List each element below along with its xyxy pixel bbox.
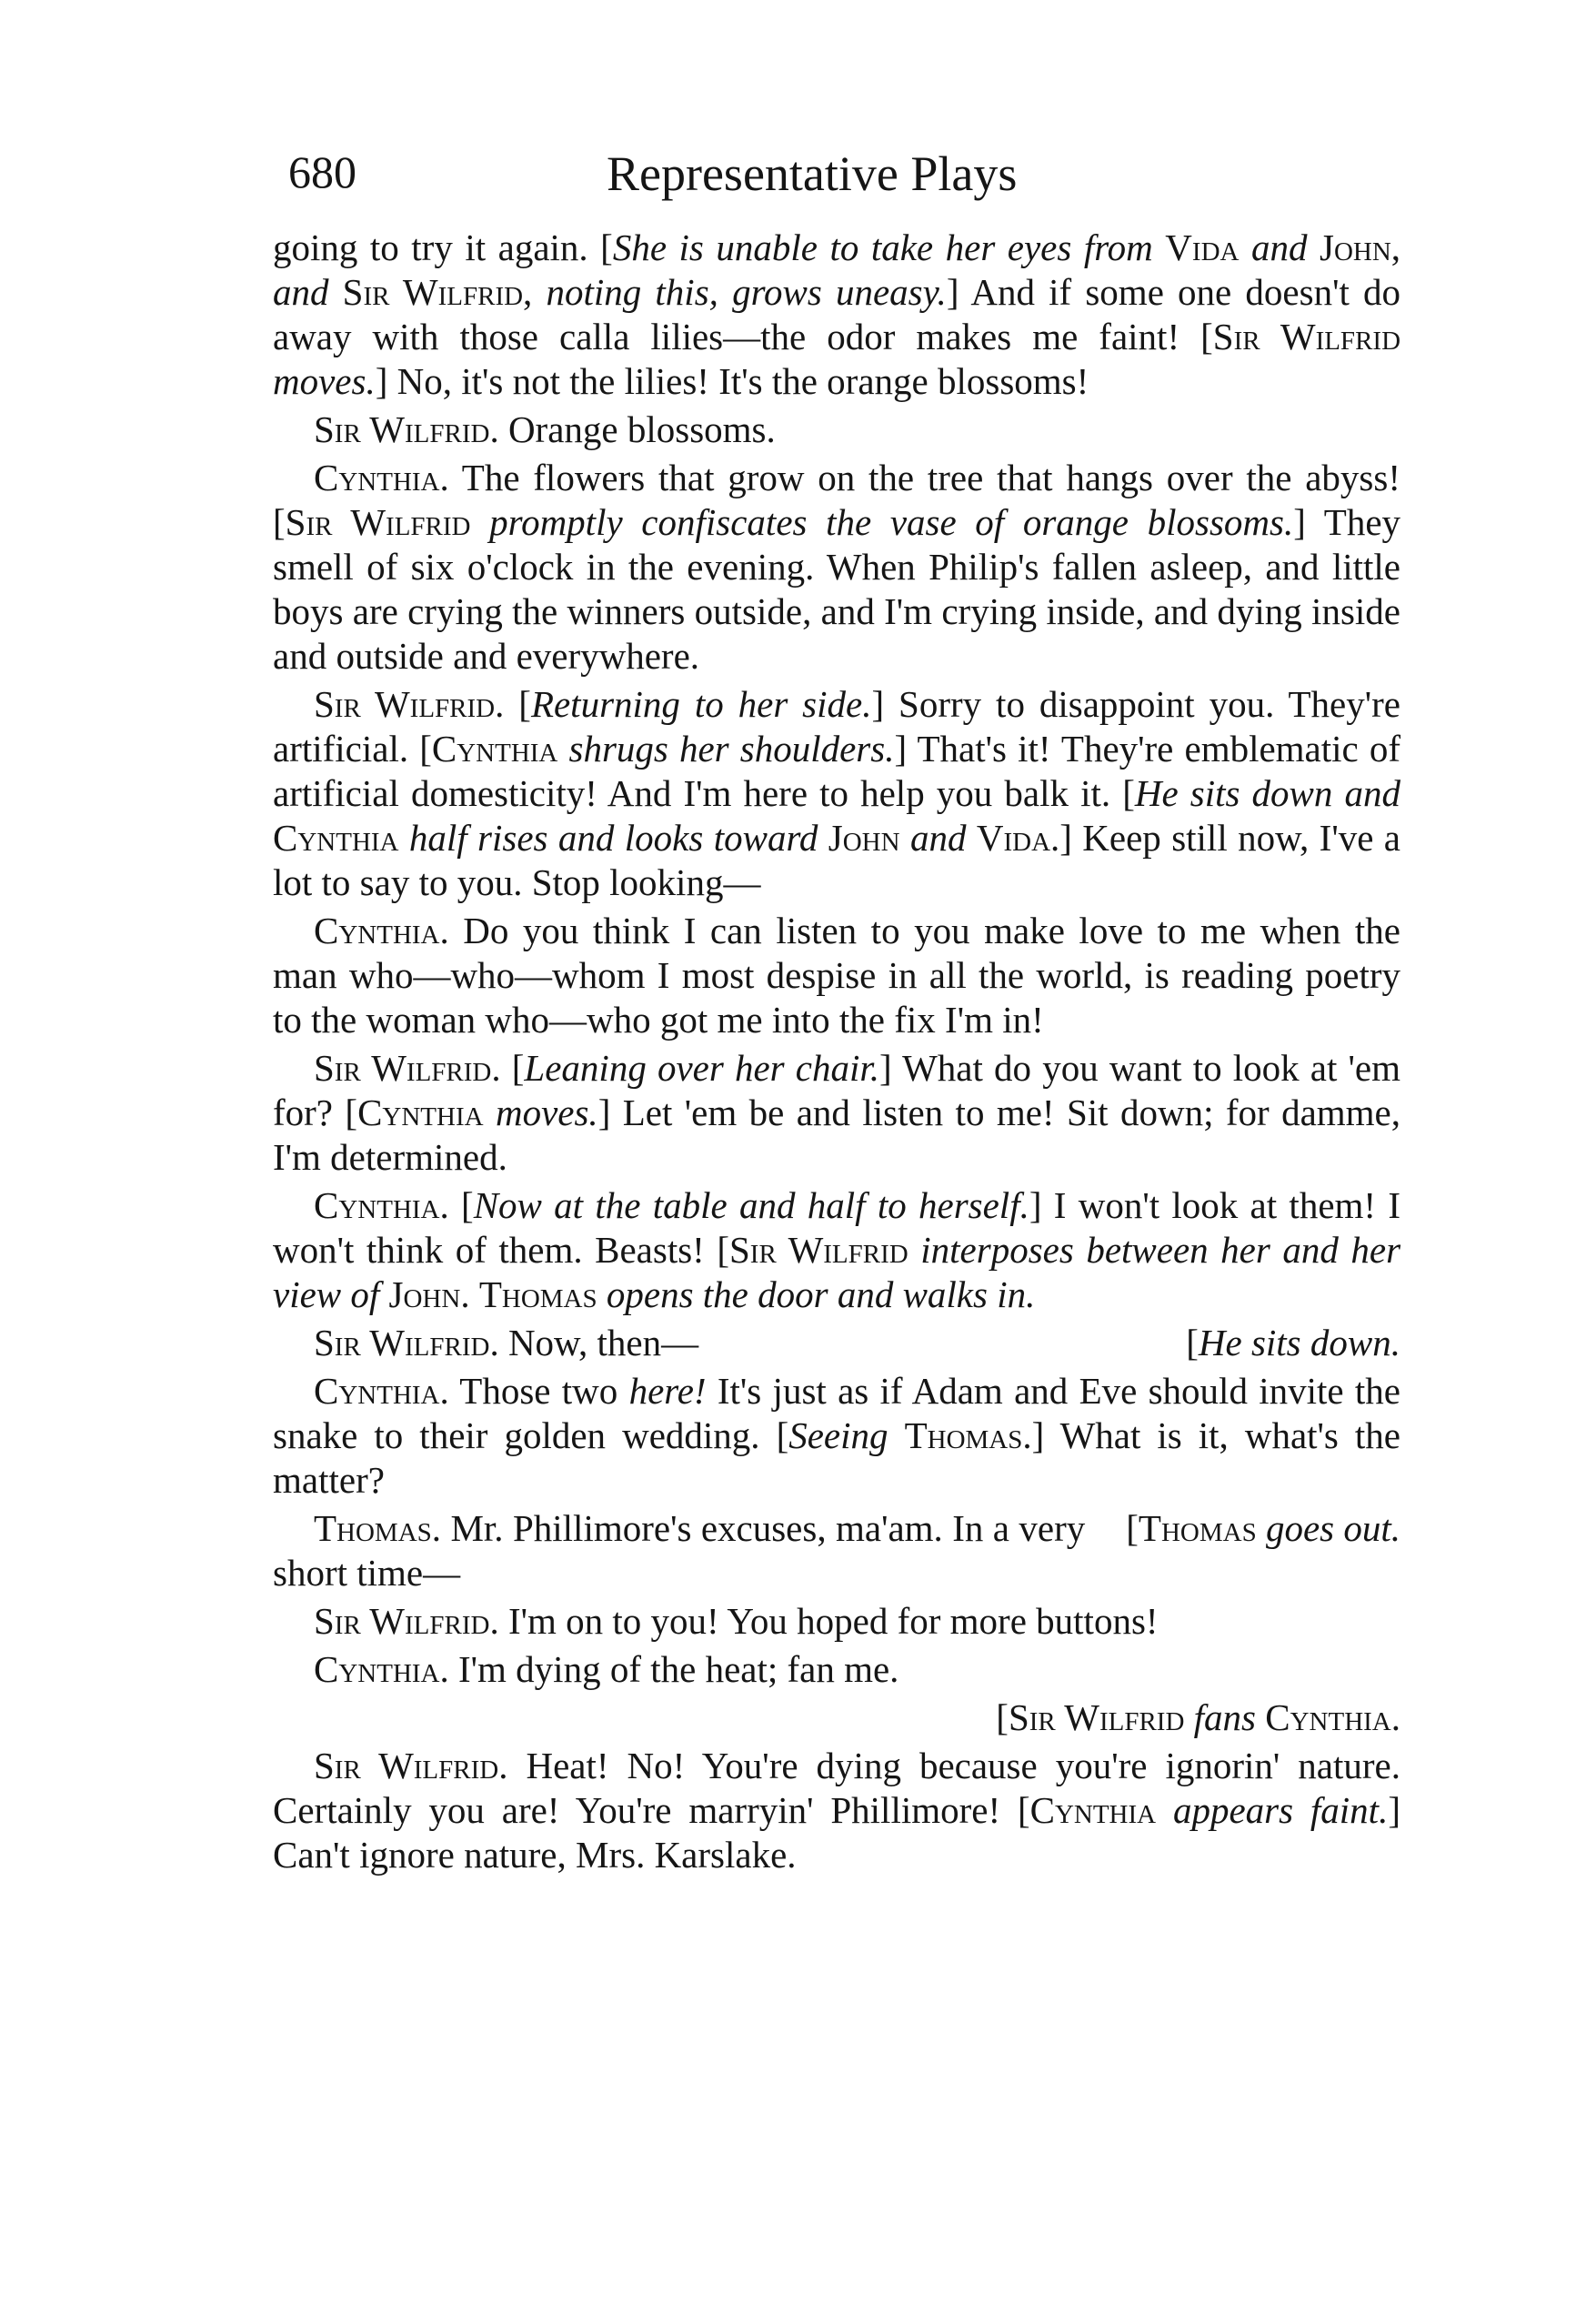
stage-direction-text: She is unable to take her eyes from	[612, 226, 1153, 268]
speaker-or-name: Cynthia	[314, 1648, 440, 1690]
speaker-or-name: Thomas	[478, 1273, 597, 1315]
paragraph	[273, 1183, 1400, 1317]
stage-direction-text: noting this, grows uneasy.	[546, 271, 947, 313]
dialogue-text: going to try it again. [	[273, 226, 613, 268]
dialogue-text	[399, 817, 409, 859]
dialogue-text	[908, 1229, 921, 1271]
paragraph	[273, 1744, 1400, 1877]
dialogue-text	[1239, 226, 1251, 268]
stage-direction-text: moves.	[495, 1092, 598, 1133]
page-header	[288, 136, 1380, 218]
dialogue-text	[484, 1092, 496, 1133]
speaker-or-name: Sir Wilfrid	[314, 1600, 490, 1642]
dialogue-text: . Heat! No! You're dying because you're ignorin' nature. Certainly you are! You're marryin' Phillimore! [	[273, 1745, 1401, 1831]
exit-direction	[1145, 1321, 1400, 1365]
paragraph	[273, 1369, 1400, 1503]
dialogue-text: [	[1126, 1507, 1139, 1549]
dialogue-text	[471, 501, 490, 543]
stage-direction-text: Returning to her side.	[530, 683, 872, 725]
speaker-or-name: Cynthia	[314, 1184, 440, 1226]
dialogue-text: . Orange blossoms.	[489, 408, 776, 450]
paragraph	[273, 456, 1400, 679]
stage-direction-text: fans	[1193, 1696, 1256, 1738]
paragraph	[273, 1046, 1400, 1180]
dialogue-text: . Now, then—	[489, 1322, 699, 1363]
speaker-or-name: Cynthia	[1265, 1696, 1391, 1738]
play-text	[273, 226, 1400, 1881]
stage-direction-text: half rises and looks toward	[408, 817, 818, 859]
dialogue-text: [	[1186, 1322, 1199, 1363]
speaker-or-name: Sir Wilfrid	[342, 271, 524, 313]
stage-direction-text: interposes between her and her view of	[273, 1229, 1401, 1315]
paragraph	[273, 909, 1400, 1042]
speaker-or-name: Vida	[976, 817, 1051, 859]
dialogue-text: ] No, it's not the lilies! It's the orange blossoms!	[375, 360, 1089, 402]
dialogue-text	[1153, 226, 1166, 268]
speaker-or-name: Cynthia	[314, 1370, 440, 1412]
speaker-or-name: Cynthia	[431, 728, 558, 770]
exit-direction	[1085, 1506, 1400, 1551]
dialogue-text: . Mr. Phillimore's excuses, ma'am. In a very short time—	[273, 1507, 1086, 1594]
speaker-or-name: Sir Wilfrid	[314, 408, 490, 450]
speaker-or-name: Thomas	[904, 1414, 1023, 1456]
dialogue-text: . The flowers that grow on the tree that hangs over the abyss! [	[273, 457, 1400, 543]
dialogue-text	[1184, 1696, 1193, 1738]
dialogue-text: .] What is it, what's the matter?	[273, 1414, 1400, 1501]
speaker-or-name: Sir Wilfrid	[1008, 1696, 1185, 1738]
dialogue-text	[900, 817, 910, 859]
dialogue-text: ] I won't look at them! I won't think of them. Beasts! [	[273, 1184, 1400, 1271]
stage-direction-text: Now at the table and half to herself.	[473, 1184, 1029, 1226]
dialogue-text: . [	[495, 683, 531, 725]
speaker-or-name: Sir Wilfrid	[314, 683, 496, 725]
dialogue-text: ] And if some one doesn't do away with those calla lilies—the odor makes me faint! [	[273, 271, 1401, 357]
speaker-or-name: Sir Wilfrid	[1212, 316, 1401, 357]
dialogue-text: .	[1390, 1696, 1400, 1738]
speaker-or-name: Sir Wilfrid	[314, 1745, 499, 1786]
stage-direction	[273, 1695, 1400, 1740]
dialogue-text: ] What do you want to look at 'em for? [	[273, 1047, 1400, 1133]
dialogue-text: ] They smell of six o'clock in the evening. When Philip's fallen asleep, and little boys are crying the winners outside, and I'm crying inside, and dying inside and outside and everywhere.	[273, 501, 1401, 677]
speaker-or-name: John	[828, 817, 900, 859]
dialogue-text	[888, 1414, 905, 1456]
dialogue-text: ] Sorry to disappoint you. They're artificial. [	[273, 683, 1400, 770]
dialogue-text	[1156, 1789, 1173, 1831]
stage-direction-text: moves.	[273, 360, 376, 402]
dialogue-text: ,	[523, 271, 547, 313]
dialogue-text: ] That's it! They're emblematic of artificial domesticity! And I'm here to help you balk it. [	[273, 728, 1401, 814]
paragraph	[273, 226, 1400, 404]
dialogue-text: It's just as if Adam and Eve should invite the snake to their golden wedding. [	[273, 1370, 1400, 1456]
stage-direction-text: here!	[628, 1370, 707, 1412]
dialogue-text	[818, 817, 828, 859]
stage-direction-text: Seeing	[788, 1414, 888, 1456]
dialogue-text	[557, 728, 568, 770]
speaker-or-name: John	[388, 1273, 461, 1315]
stage-direction-text: promptly confiscates the vase of orange blossoms.	[489, 501, 1294, 543]
speaker-or-name: Cynthia	[357, 1092, 484, 1133]
stage-direction-text: He sits down and	[1134, 772, 1400, 814]
dialogue-text	[1257, 1507, 1266, 1549]
paragraph	[273, 1599, 1400, 1644]
speaker-or-name: John	[1319, 226, 1391, 268]
dialogue-text: .] Keep still now, I've a lot to say to you. Stop looking—	[273, 817, 1401, 903]
speaker-or-name: Cynthia	[314, 910, 440, 951]
speaker-or-name: Thomas	[1138, 1507, 1257, 1549]
dialogue-text: .	[460, 1273, 479, 1315]
stage-direction-text: opens the door and walks in.	[606, 1273, 1036, 1315]
dialogue-text: . I'm dying of the heat; fan me.	[439, 1648, 899, 1690]
stage-direction-text: He sits down.	[1198, 1322, 1400, 1363]
stage-direction-text: and	[1250, 226, 1308, 268]
speaker-or-name: Sir Wilfrid	[314, 1322, 490, 1363]
dialogue-text	[1256, 1696, 1265, 1738]
running-title: Representative Plays	[607, 146, 1018, 201]
stage-direction-text: goes out.	[1265, 1507, 1400, 1549]
dialogue-text: ] Let 'em be and listen to me! Sit down; for damme, I'm determined.	[273, 1092, 1401, 1178]
speaker-or-name: Vida	[1165, 226, 1240, 268]
paragraph	[273, 1506, 1400, 1595]
dialogue-text: ,	[1390, 226, 1401, 268]
stage-direction-text: shrugs her shoulders.	[568, 728, 895, 770]
stage-direction-text: and	[273, 271, 329, 313]
paragraph	[273, 682, 1400, 905]
speaker-or-name: Sir Wilfrid	[285, 501, 471, 543]
dialogue-text: . I'm on to you! You hoped for more buttons!	[489, 1600, 1159, 1642]
paragraph	[273, 407, 1400, 452]
stage-direction-text: appears faint.	[1172, 1789, 1389, 1831]
dialogue-text: . [	[439, 1184, 474, 1226]
speaker-or-name: Cynthia	[314, 457, 440, 498]
dialogue-text	[379, 1273, 388, 1315]
speaker-or-name: Sir Wilfrid	[729, 1229, 908, 1271]
paragraph	[273, 1321, 1400, 1365]
dialogue-text: . [	[491, 1047, 525, 1089]
paragraph	[273, 1647, 1400, 1692]
dialogue-text: . Do you think I can listen to you make love to me when the man who—who—whom I most despise in all the world, is reading poetry to the woman who—who got me into the fix I'm in!	[273, 910, 1400, 1041]
dialogue-text: [	[996, 1696, 1009, 1738]
dialogue-text	[597, 1273, 607, 1315]
page-number: 680	[288, 146, 356, 197]
dialogue-text	[966, 817, 976, 859]
dialogue-text: . Those two	[439, 1370, 629, 1412]
speaker-or-name: Cynthia	[273, 817, 399, 859]
dialogue-text: ] Can't ignore nature, Mrs. Karslake.	[273, 1789, 1400, 1876]
speaker-or-name: Cynthia	[1029, 1789, 1157, 1831]
stage-direction-text: and	[909, 817, 967, 859]
dialogue-text	[1307, 226, 1320, 268]
speaker-or-name: Thomas	[314, 1507, 432, 1549]
dialogue-text	[329, 271, 343, 313]
stage-direction-text: Leaning over her chair.	[524, 1047, 880, 1089]
speaker-or-name: Sir Wilfrid	[314, 1047, 492, 1089]
